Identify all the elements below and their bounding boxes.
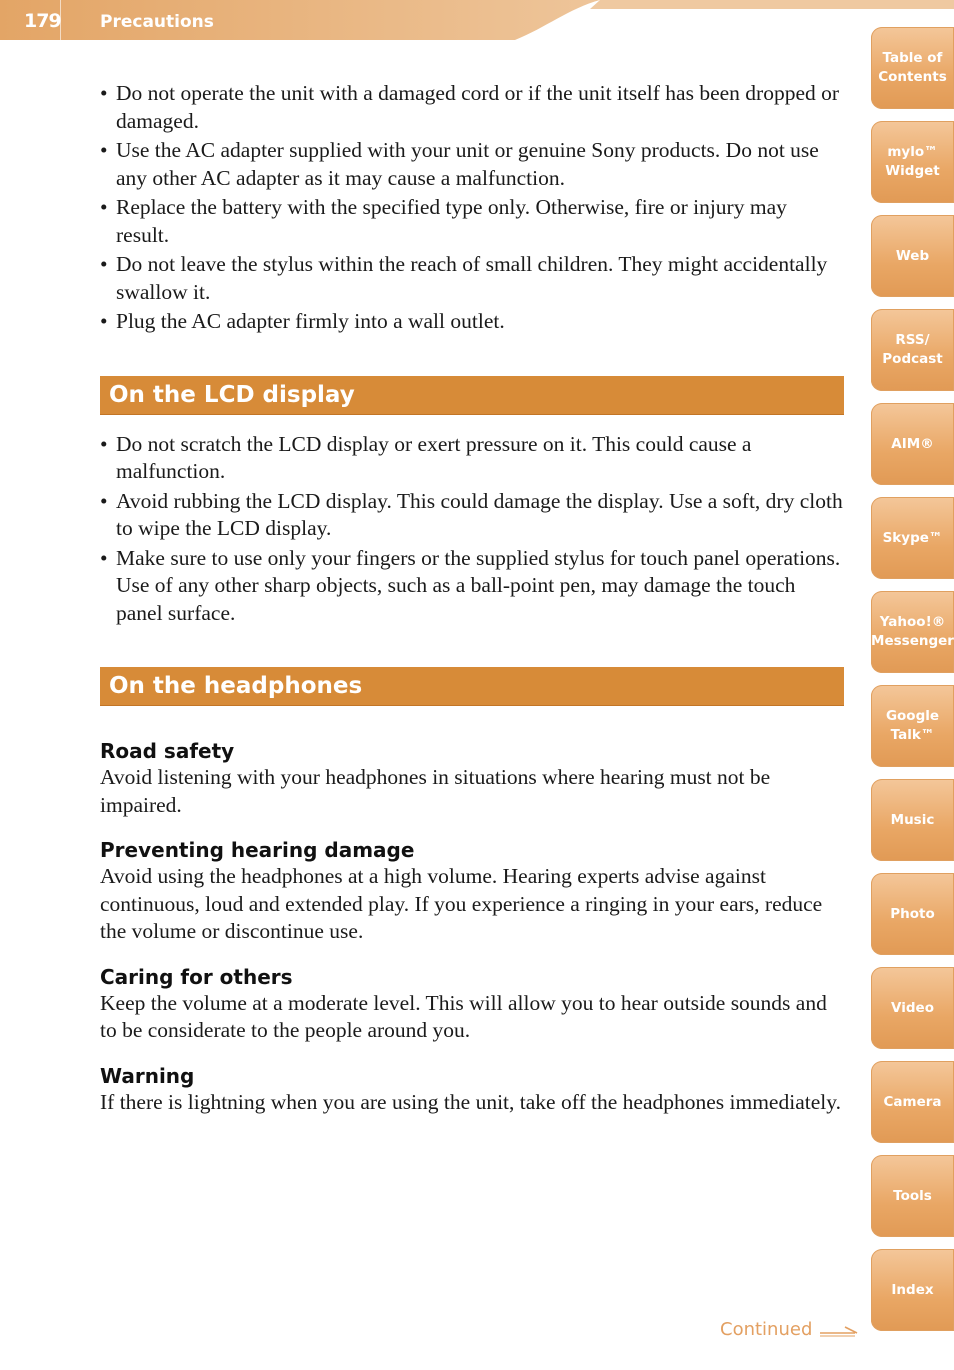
subsection-heading: Caring for others xyxy=(100,964,293,989)
tab-photo[interactable]: Photo xyxy=(871,873,954,955)
header-band xyxy=(0,0,954,40)
section-heading-lcd: On the LCD display xyxy=(100,376,844,415)
list-item: • Do not leave the stylus within the reach of small children. They might accidentally swallow it. xyxy=(100,252,828,304)
header-title: Precautions xyxy=(100,12,214,32)
page-number: 179 xyxy=(24,10,61,32)
subsection-heading: Warning xyxy=(100,1063,195,1088)
tab-skype[interactable]: Skype™ xyxy=(871,497,954,579)
bullet-dot: • xyxy=(100,195,108,219)
tab-video[interactable]: Video xyxy=(871,967,954,1049)
tab-camera[interactable]: Camera xyxy=(871,1061,954,1143)
tab-music[interactable]: Music xyxy=(871,779,954,861)
tab-tools[interactable]: Tools xyxy=(871,1155,954,1237)
list-item: • Do not operate the unit with a damaged cord or if the unit itself has been dropped or damaged. xyxy=(100,81,840,133)
tab-yahoo-messenger[interactable]: Yahoo!® Messenger xyxy=(871,591,954,673)
bullet-dot: • xyxy=(100,309,108,333)
list-item: • Do not scratch the LCD display or exert pressure on it. This could cause a malfunction. xyxy=(100,431,752,483)
bullet-dot: • xyxy=(100,545,108,570)
tab-mylo-widget[interactable]: mylo™ Widget xyxy=(871,121,954,203)
lcd-bullet-list xyxy=(100,431,844,628)
subsection-text: Avoid listening with your headphones in situations where hearing must not be impaired. xyxy=(100,765,771,817)
subsection-road-safety xyxy=(100,738,844,819)
bullet-dot: • xyxy=(100,488,108,513)
list-item: • Avoid rubbing the LCD display. This could damage the display. Use a soft, dry cloth to wipe the LCD display. xyxy=(100,488,843,540)
list-item: • Use the AC adapter supplied with your unit or genuine Sony products. Do not use any other AC adapter as it may cause a malfunction. xyxy=(100,138,819,190)
subsection-warning xyxy=(100,1063,844,1117)
continued-arrow-icon xyxy=(819,1325,859,1339)
list-item: • Replace the battery with the specified type only. Otherwise, fire or injury may result. xyxy=(100,195,787,247)
bullet-dot: • xyxy=(100,138,108,162)
continued-link[interactable]: Continued xyxy=(720,1319,813,1340)
tab-web[interactable]: Web xyxy=(871,215,954,297)
bullet-dot: • xyxy=(100,81,108,105)
subsection-text: If there is lightning when you are using the unit, take off the headphones immediately. xyxy=(100,1089,841,1114)
tab-aim[interactable]: AIM® xyxy=(871,403,954,485)
list-item: • Plug the AC adapter firmly into a wall outlet. xyxy=(100,308,844,336)
section-heading-headphones: On the headphones xyxy=(100,667,844,706)
bullet-dot: • xyxy=(100,252,108,276)
tab-google-talk[interactable]: Google Talk™ xyxy=(871,685,954,767)
tab-index[interactable]: Index xyxy=(871,1249,954,1331)
subsection-hearing-damage xyxy=(100,837,844,946)
tab-rss-podcast[interactable]: RSS/ Podcast xyxy=(871,309,954,391)
subsection-text: Avoid using the headphones at a high volume. Hearing experts advise against continuous, loud and extended play. If you experience a ringing in your ears, reduce the volume or discontinue use. xyxy=(100,864,823,943)
main-content xyxy=(100,80,844,1116)
intro-bullet-list xyxy=(100,80,844,336)
bullet-dot: • xyxy=(100,431,108,456)
list-item: • Make sure to use only your fingers or the supplied stylus for touch panel operations. Use of any other sharp objects, such as a ball-point pen, may damage the touch panel surface. xyxy=(100,545,841,625)
subsection-heading: Road safety xyxy=(100,739,235,763)
subsection-caring-for-others xyxy=(100,964,844,1045)
subsection-heading: Preventing hearing damage xyxy=(100,838,415,862)
tab-table-of-contents[interactable]: Table of Contents xyxy=(871,27,954,109)
subsection-text: Keep the volume at a moderate level. This will allow you to hear outside sounds and to be considerate to the people around you. xyxy=(100,990,827,1042)
